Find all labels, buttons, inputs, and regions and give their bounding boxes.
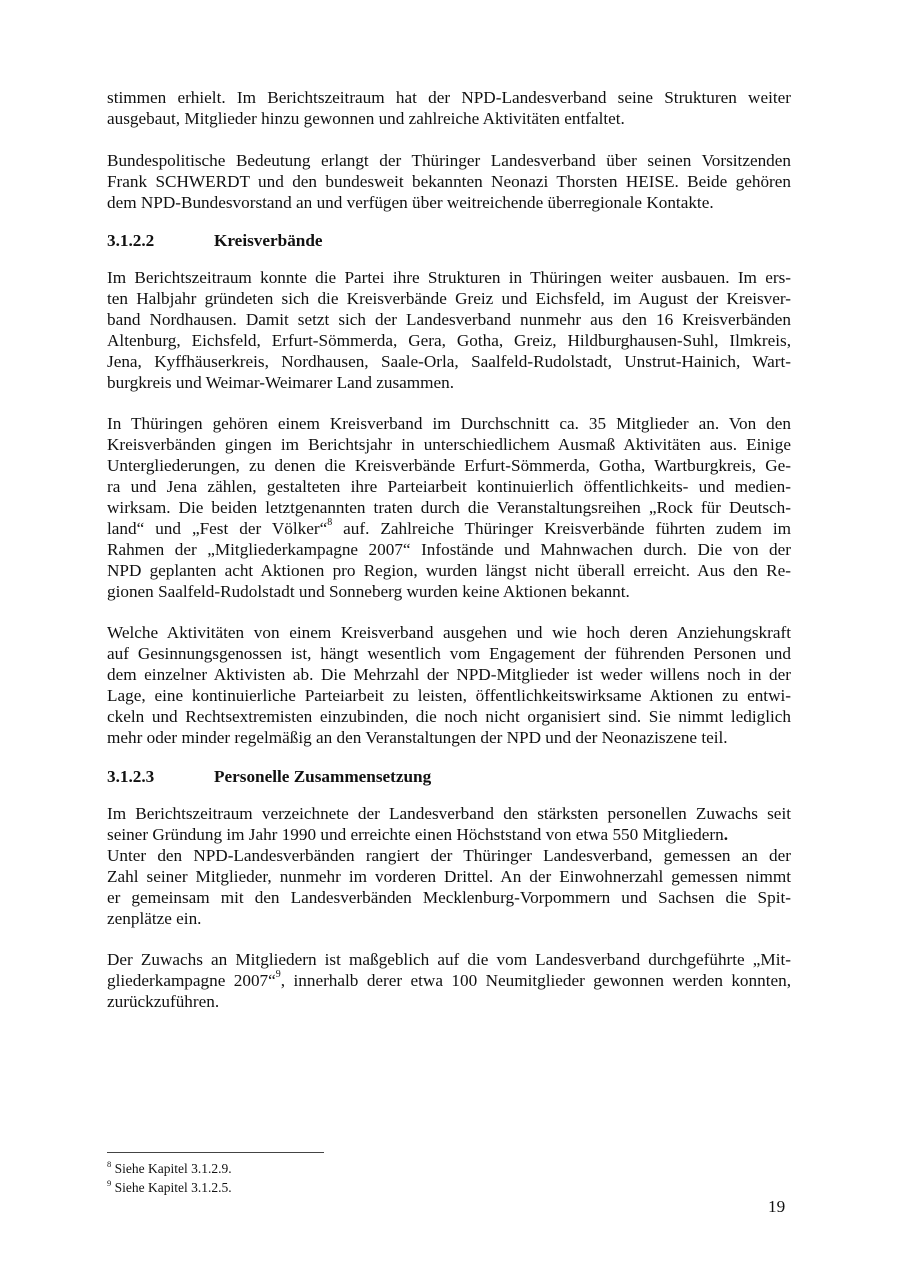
text-line: Zahl seiner Mitglieder, nunmehr im vorderen Drittel. An der Einwohnerzahl gemessen nimmt bbox=[107, 867, 791, 886]
text-line: gionen Saalfeld-Rudolstadt und Sonneberg wurden keine Aktionen bekannt. bbox=[107, 582, 630, 601]
text-line: Bundespolitische Bedeutung erlangt der Thüringer Landesverband über seinen Vorsitzenden bbox=[107, 151, 791, 170]
footnote-marker: 8 bbox=[107, 1158, 112, 1169]
text-segment: land“ und „Fest der Völker“ bbox=[107, 519, 328, 538]
text-line: Unter den NPD-Landesverbänden rangiert der Thüringer Landesverband, gemessen an der bbox=[107, 846, 791, 865]
section-heading-kreisverbaende bbox=[107, 230, 323, 251]
footnote-9 bbox=[107, 1179, 232, 1196]
text-line: ten Halbjahr gründeten sich die Kreisverbände Greiz und Eichsfeld, im August der Kreisver- bbox=[107, 289, 791, 308]
paragraph-federal-significance bbox=[107, 150, 791, 213]
section-title: Kreisverbände bbox=[214, 231, 323, 250]
text-line-with-footnote bbox=[107, 518, 791, 539]
text-line: stimmen erhielt. Im Berichtszeitraum hat der NPD-Landesverband seine Strukturen weiter bbox=[107, 88, 791, 107]
text-line: Frank SCHWERDT und den bundesweit bekannten Neonazi Thorsten HEISE. Beide gehören bbox=[107, 172, 791, 191]
section-number: 3.1.2.3 bbox=[107, 767, 155, 786]
text-segment: seiner Gründung im Jahr 1990 und erreichte einen Höchststand von etwa 550 Mitgliedern bbox=[107, 825, 724, 844]
text-line: wirksam. Die beiden letztgenannten traten durch die Veranstaltungsreihen „Rock für Deutsch- bbox=[107, 498, 791, 517]
footnote-ref-9: 9 bbox=[275, 970, 281, 981]
paragraph-membership-growth bbox=[107, 803, 791, 929]
text-segment: gliederkampagne 2007“ bbox=[107, 971, 276, 990]
footnote-marker: 9 bbox=[107, 1177, 112, 1188]
text-line: Untergliederungen, zu denen die Kreisverbände Erfurt-Sömmerda, Gotha, Wartburgkreis, Ge- bbox=[107, 456, 791, 475]
paragraph-activities bbox=[107, 413, 791, 602]
paragraph-structures bbox=[107, 267, 791, 393]
text-line: Rahmen der „Mitgliederkampagne 2007“ Infostände und Mahnwachen durch. Die von der bbox=[107, 540, 791, 559]
text-line: zurückzuführen. bbox=[107, 992, 220, 1011]
footnote-8 bbox=[107, 1160, 232, 1177]
text-line: ckeln und Rechtsextremisten einzubinden, die noch nicht organisiert sind. Sie nimmt lediglich bbox=[107, 707, 791, 726]
footnote-divider bbox=[107, 1152, 324, 1153]
text-line: Der Zuwachs an Mitgliedern ist maßgeblich auf die vom Landesverband durchgeführte „Mit- bbox=[107, 950, 791, 969]
text-segment: , innerhalb derer etwa 100 Neumitglieder gewonnen werden konnten, bbox=[280, 971, 791, 990]
text-line: auf Gesinnungsgenossen ist, hängt wesentlich vom Engagement der führenden Personen und bbox=[107, 644, 791, 663]
text-line: er gemeinsam mit den Landesverbänden Mecklenburg-Vorpommern und Sachsen die Spit- bbox=[107, 888, 791, 907]
text-line: Welche Aktivitäten von einem Kreisverband ausgehen und wie hoch deren Anziehungskraft bbox=[107, 623, 791, 642]
footnote-text: Siehe Kapitel 3.1.2.9. bbox=[111, 1161, 232, 1176]
text-line: Jena, Kyffhäuserkreis, Nordhausen, Saale-Orla, Saalfeld-Rudolstadt, Unstrut-Hainich, Wart- bbox=[107, 352, 791, 371]
text-line: dem NPD-Bundesvorstand an und verfügen über weitreichende überregionale Kontakte. bbox=[107, 193, 714, 212]
text-line: Lage, eine kontinuierliche Parteiarbeit zu leisten, öffentlichkeitswirksame Aktionen zu entwi- bbox=[107, 686, 791, 705]
text-line-with-footnote bbox=[107, 970, 791, 991]
text-line: In Thüringen gehören einem Kreisverband im Durchschnitt ca. 35 Mitglieder an. Von den bbox=[107, 414, 791, 433]
page-number: 19 bbox=[768, 1197, 786, 1216]
text-line: burgkreis und Weimar-Weimarer Land zusammen. bbox=[107, 373, 455, 392]
footnote-ref-8: 8 bbox=[327, 518, 333, 529]
paragraph-continuation bbox=[107, 87, 791, 129]
text-line: dem einzelner Aktivisten ab. Die Mehrzahl der NPD-Mitglieder ist weder willens noch in der bbox=[107, 665, 791, 684]
text-line: Im Berichtszeitraum konnte die Partei ihre Strukturen in Thüringen weiter ausbauen. Im ers- bbox=[107, 268, 791, 287]
text-line: ausgebaut, Mitglieder hinzu gewonnen und zahlreiche Aktivitäten entfaltet. bbox=[107, 109, 625, 128]
paragraph-attraction bbox=[107, 622, 791, 748]
text-line: Im Berichtszeitraum verzeichnete der Landesverband den stärksten personellen Zuwachs seit bbox=[107, 804, 791, 823]
text-segment-bold: . bbox=[723, 825, 728, 844]
text-line: NPD geplanten acht Aktionen pro Region, wurden längst nicht überall erreicht. Aus den Re- bbox=[107, 561, 791, 580]
paragraph-campaign bbox=[107, 949, 791, 1012]
footnote-text: Siehe Kapitel 3.1.2.5. bbox=[111, 1180, 232, 1195]
section-heading-personnel bbox=[107, 766, 431, 787]
text-line: mehr oder minder regelmäßig an den Veranstaltungen der NPD und der Neonaziszene teil. bbox=[107, 728, 728, 747]
section-number: 3.1.2.2 bbox=[107, 231, 155, 250]
text-line: Kreisverbänden gingen im Berichtsjahr in unterschiedlichem Ausmaß Aktivitäten aus. Einige bbox=[107, 435, 791, 454]
section-title: Personelle Zusammensetzung bbox=[214, 767, 432, 786]
text-line: Altenburg, Eichsfeld, Erfurt-Sömmerda, Gera, Gotha, Greiz, Hildburghausen-Suhl, Ilmkreis, bbox=[107, 331, 791, 350]
text-line: band Nordhausen. Damit setzt sich der Landesverband nunmehr aus den 16 Kreisverbänden bbox=[107, 310, 791, 329]
text-segment: auf. Zahlreiche Thüringer Kreisverbände führten zudem im bbox=[332, 519, 791, 538]
text-line bbox=[107, 824, 791, 845]
text-line: zenplätze ein. bbox=[107, 909, 202, 928]
text-line: ra und Jena zählen, gestalteten ihre Parteiarbeit kontinuierlich öffentlichkeits- und medien- bbox=[107, 477, 791, 496]
